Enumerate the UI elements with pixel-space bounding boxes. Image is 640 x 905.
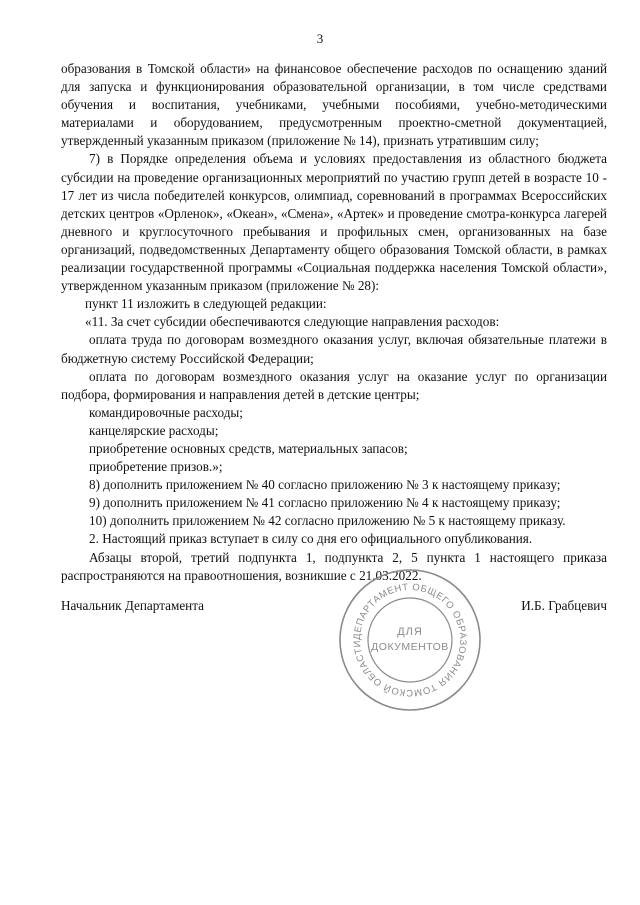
paragraph-office-expenses: канцелярские расходы; — [89, 422, 219, 438]
paragraph-travel-expenses: командировочные расходы; — [89, 404, 243, 420]
stamp-center-line1: ДЛЯ — [397, 626, 423, 638]
stamp-seal-icon — [335, 565, 485, 715]
stamp-center-line2: ДОКУМЕНТОВ — [371, 641, 449, 653]
paragraph-fixed-assets: приобретение основных средств, материальных запасов; — [89, 440, 408, 456]
page-number: 3 — [316, 31, 324, 46]
paragraph-item-10: 10) дополнить приложением № 42 согласно приложению № 5 к настоящему приказу. — [89, 513, 566, 529]
document-body — [61, 60, 607, 585]
paragraph-retroactive: Абзацы второй, третий подпункта 1, подпункта 2, 5 пункта 1 настоящего приказа распространяются на правоотношения, возникшие с 21.03.2022. — [61, 549, 607, 583]
official-stamp — [335, 565, 485, 715]
paragraph-prizes: приобретение призов.»; — [89, 459, 223, 475]
signatory-title: Начальник Департамента — [61, 598, 205, 613]
paragraph-item-7: 7) в Порядке определения объема и условиях предоставления из областного бюджета субсидии на проведение организационных мероприятий по участию групп детей в возрасте 10 - 17 лет из числа победителей конкурсов, олимпиад, соревнований в программах Всероссийских детских центров «Орленок», «Океан», «Смена», «Артек» и проведение смотра-конкурса лагерей дневного и круглосуточного пребывания и профильных смен, организованных на базе организаций, подведомственных Департаменту общего образования Томской области, в рамках реализации государственной программы «Социальная поддержка населения Томской области», утвержденном указанным приказом (приложение № 28): — [61, 151, 607, 294]
svg-text:ДЕПАРТАМЕНТ ОБЩЕГО ОБРАЗОВАНИЯ — [352, 582, 468, 698]
paragraph-item-8: 8) дополнить приложением № 40 согласно приложению № 3 к настоящему приказу; — [89, 477, 561, 493]
paragraph-point-11: пункт 11 изложить в следующей редакции: — [85, 296, 327, 312]
paragraph-item-9: 9) дополнить приложением № 41 согласно приложению № 4 к настоящему приказу; — [89, 495, 561, 511]
paragraph-labor-payment: оплата труда по договорам возмездного оказания услуг, включая обязательные платежи в бюджетную систему Российской Федерации; — [61, 332, 607, 366]
paragraph-services-payment: оплата по договорам возмездного оказания услуг на оказание услуг по организации подбора, формирования и направления детей в детские центры; — [61, 368, 607, 402]
stamp-ring-text: ДЕПАРТАМЕНТ ОБЩЕГО ОБРАЗОВАНИЯ ТОМСКОЙ ОБЛАСТИ — [351, 581, 469, 699]
signatory-name: И.Б. Грабцевич — [521, 598, 607, 613]
paragraph-point-2: 2. Настоящий приказ вступает в силу со дня его официального опубликования. — [89, 531, 533, 547]
paragraph-point-11-text: «11. За счет субсидии обеспечиваются следующие направления расходов: — [85, 314, 500, 330]
paragraph-continuation: образования в Томской области» на финансовое обеспечение расходов по оснащению зданий для запуска и функционирования образовательной организации, в том числе средствами обучения и воспитания, учебниками, учебными пособиями, учебно-методическими материалами и оборудованием, предусмотренным проектно-сметной документацией, утвержденный указанным приказом (приложение № 14), признать утратившим силу; — [61, 61, 607, 149]
